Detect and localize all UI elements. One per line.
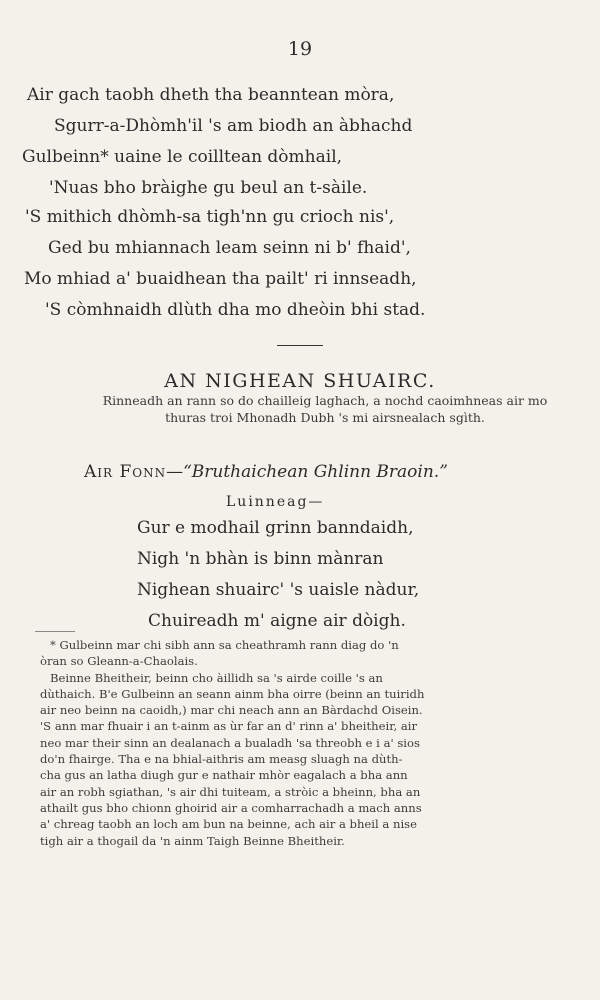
air-label: Air Fonn <box>84 462 167 482</box>
song-intro: Rinneadh an rann so do chailleig laghach, a nochd caoimhneas air mo thuras troi Mhonadh Dubh 's mi airsnealach sgìth. <box>102 393 548 425</box>
stanza-2 <box>0 202 600 326</box>
chorus-label: Luinneag— <box>226 494 325 510</box>
section-divider <box>277 345 323 346</box>
chorus-line: Nigh 'n bhàn is binn mànran <box>137 549 384 569</box>
footnote-line: a' chreag taobh an loch am bun na beinne, ach air a bheil a nise <box>40 817 417 832</box>
footnote-line: neo mar their sinn an dealanach a bualadh 'sa threobh e i a' sios <box>40 735 420 750</box>
air-tune: “Bruthaichean Ghlinn Braoin.” <box>183 462 448 482</box>
verse-line: 'Nuas bho bràighe gu beul an t-sàile. <box>49 178 368 198</box>
footnote-line: Beinne Bheitheir, beinn cho àillidh sa 's airde coille 's an <box>50 670 383 685</box>
air-line <box>84 462 448 482</box>
stanza-1 <box>0 80 600 204</box>
footnote-line: * Gulbeinn mar chi sibh ann sa cheathramh rann diag do 'n <box>50 638 399 652</box>
chorus-line: Chuireadh m' aigne air dòigh. <box>148 611 406 631</box>
verse-line: 'S còmhnaidh dlùth dha mo dheòin bhi stad. <box>45 300 426 320</box>
footnote <box>40 637 560 849</box>
footnote-line: 'S ann mar fhuair i an t-ainm as ùr far an d' rinn a' bheitheir, air <box>40 719 417 734</box>
verse-line: Gulbeinn* uaine le coilltean dòmhail, <box>22 147 343 167</box>
page-number: 19 <box>287 38 313 60</box>
footnote-divider <box>35 631 75 632</box>
song-title: AN NIGHEAN SHUAIRC. <box>164 370 436 392</box>
verse-line: Ged bu mhiannach leam seinn ni b' fhaid', <box>48 238 411 258</box>
footnote-line: dùthaich. B'e Gulbeinn an seann ainm bha oirre (beinn an tuiridh <box>40 686 425 701</box>
footnote-line: òran so Gleann-a-Chaolais. <box>40 654 198 669</box>
chorus-line: Gur e modhail grinn banndaidh, <box>137 518 414 538</box>
footnote-line: air neo beinn na caoidh,) mar chi neach ann an Bàrdachd Oisein. <box>40 703 423 718</box>
footnote-line: air an robh sgiathan, 's air dhi tuiteam, a stròic a bheinn, bha an <box>40 784 421 799</box>
footnote-line: do'n fhairge. Tha e na bhial-aithris am measg sluagh na dùth- <box>40 752 403 767</box>
verse-line: 'S mithich dhòmh-sa tigh'nn gu crioch nis', <box>25 207 395 227</box>
footnote-line: cha gus an latha diugh gur e nathair mhòr eagalach a bha ann <box>40 768 408 783</box>
chorus-line: Nighean shuairc' 's uaisle nàdur, <box>137 580 420 600</box>
chorus <box>0 513 600 637</box>
air-dash: — <box>166 462 184 482</box>
footnote-line: athailt gus bho chionn ghoirid air a comharrachadh a mach anns <box>40 800 422 815</box>
verse-line: Air gach taobh dheth tha beanntean mòra, <box>27 85 395 105</box>
footnote-line: tigh air a thogail da 'n ainm Taigh Beinne Bheitheir. <box>40 833 345 848</box>
verse-line: Mo mhiad a' buaidhean tha pailt' ri innseadh, <box>24 269 417 289</box>
verse-line: Sgurr-a-Dhòmh'il 's am biodh an àbhachd <box>54 116 413 136</box>
